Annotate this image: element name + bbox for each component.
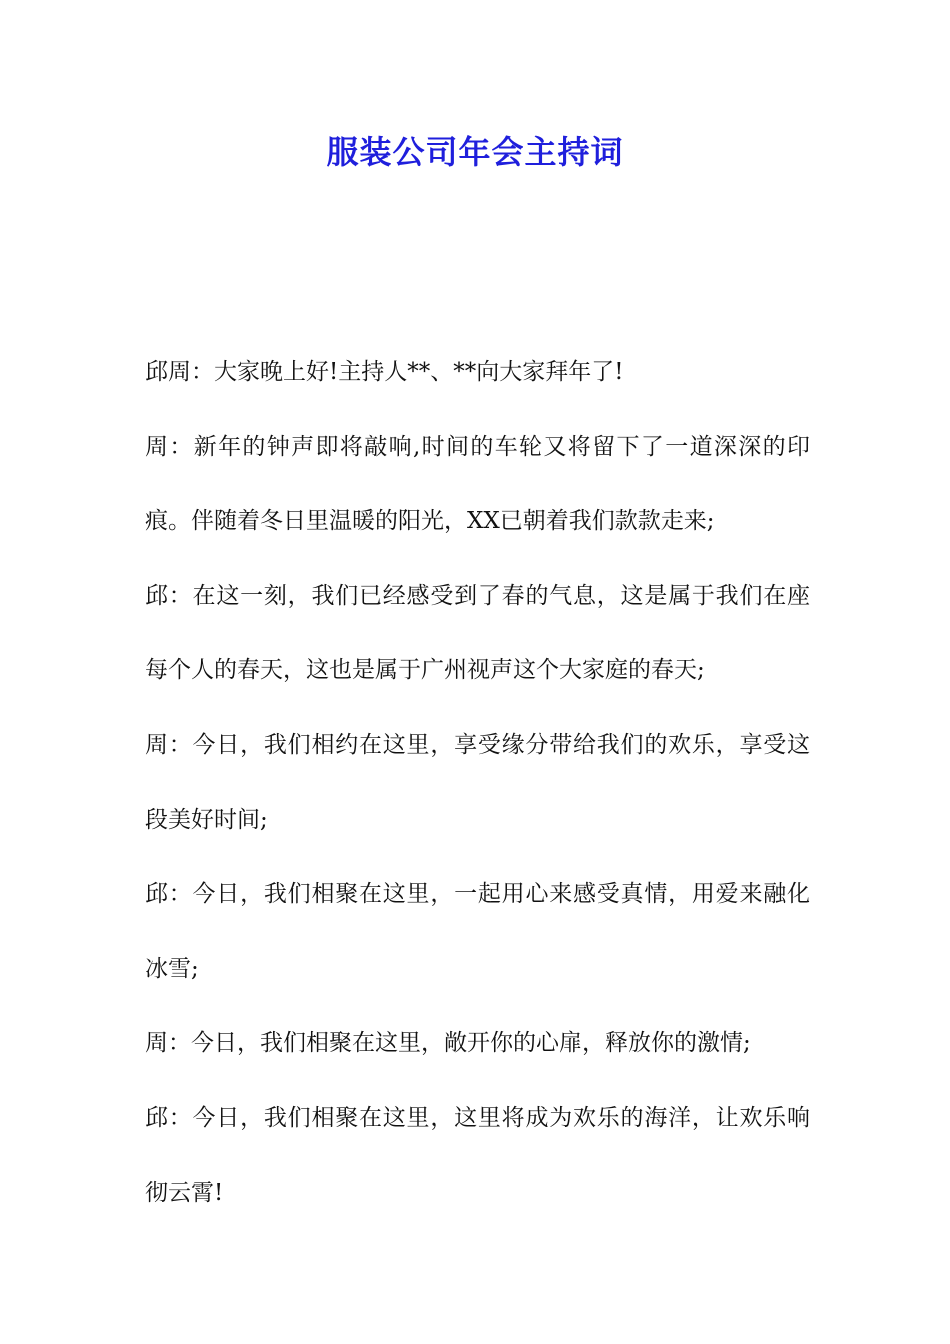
paragraph-5: 邱：今日，我们相聚在这里，一起用心来感受真情，用爱来融化冰雪; <box>145 881 810 982</box>
paragraph-3: 邱：在这一刻，我们已经感受到了春的气息，这是属于我们在座每个人的春天，这也是属于广州视声这个大家庭的春天; <box>145 582 810 684</box>
paragraph-6: 周：今日，我们相聚在这里，敞开你的心扉，释放你的激情; <box>145 1030 751 1057</box>
paragraph-4: 周：今日，我们相约在这里，享受缘分带给我们的欢乐，享受这段美好时间; <box>145 731 810 833</box>
document-title: 服装公司年会主持词 <box>326 133 624 171</box>
paragraph-1: 邱周：大家晚上好!主持人**、**向大家拜年了! <box>145 359 624 385</box>
paragraph-7: 邱：今日，我们相聚在这里，这里将成为欢乐的海洋，让欢乐响彻云霄! <box>145 1104 810 1206</box>
document-body <box>145 335 810 1230</box>
paragraph-2: 周：新年的钟声即将敲响,时间的车轮又将留下了一道深深的印痕。伴随着冬日里温暖的阳光，XX已朝着我们款款走来; <box>145 433 810 535</box>
